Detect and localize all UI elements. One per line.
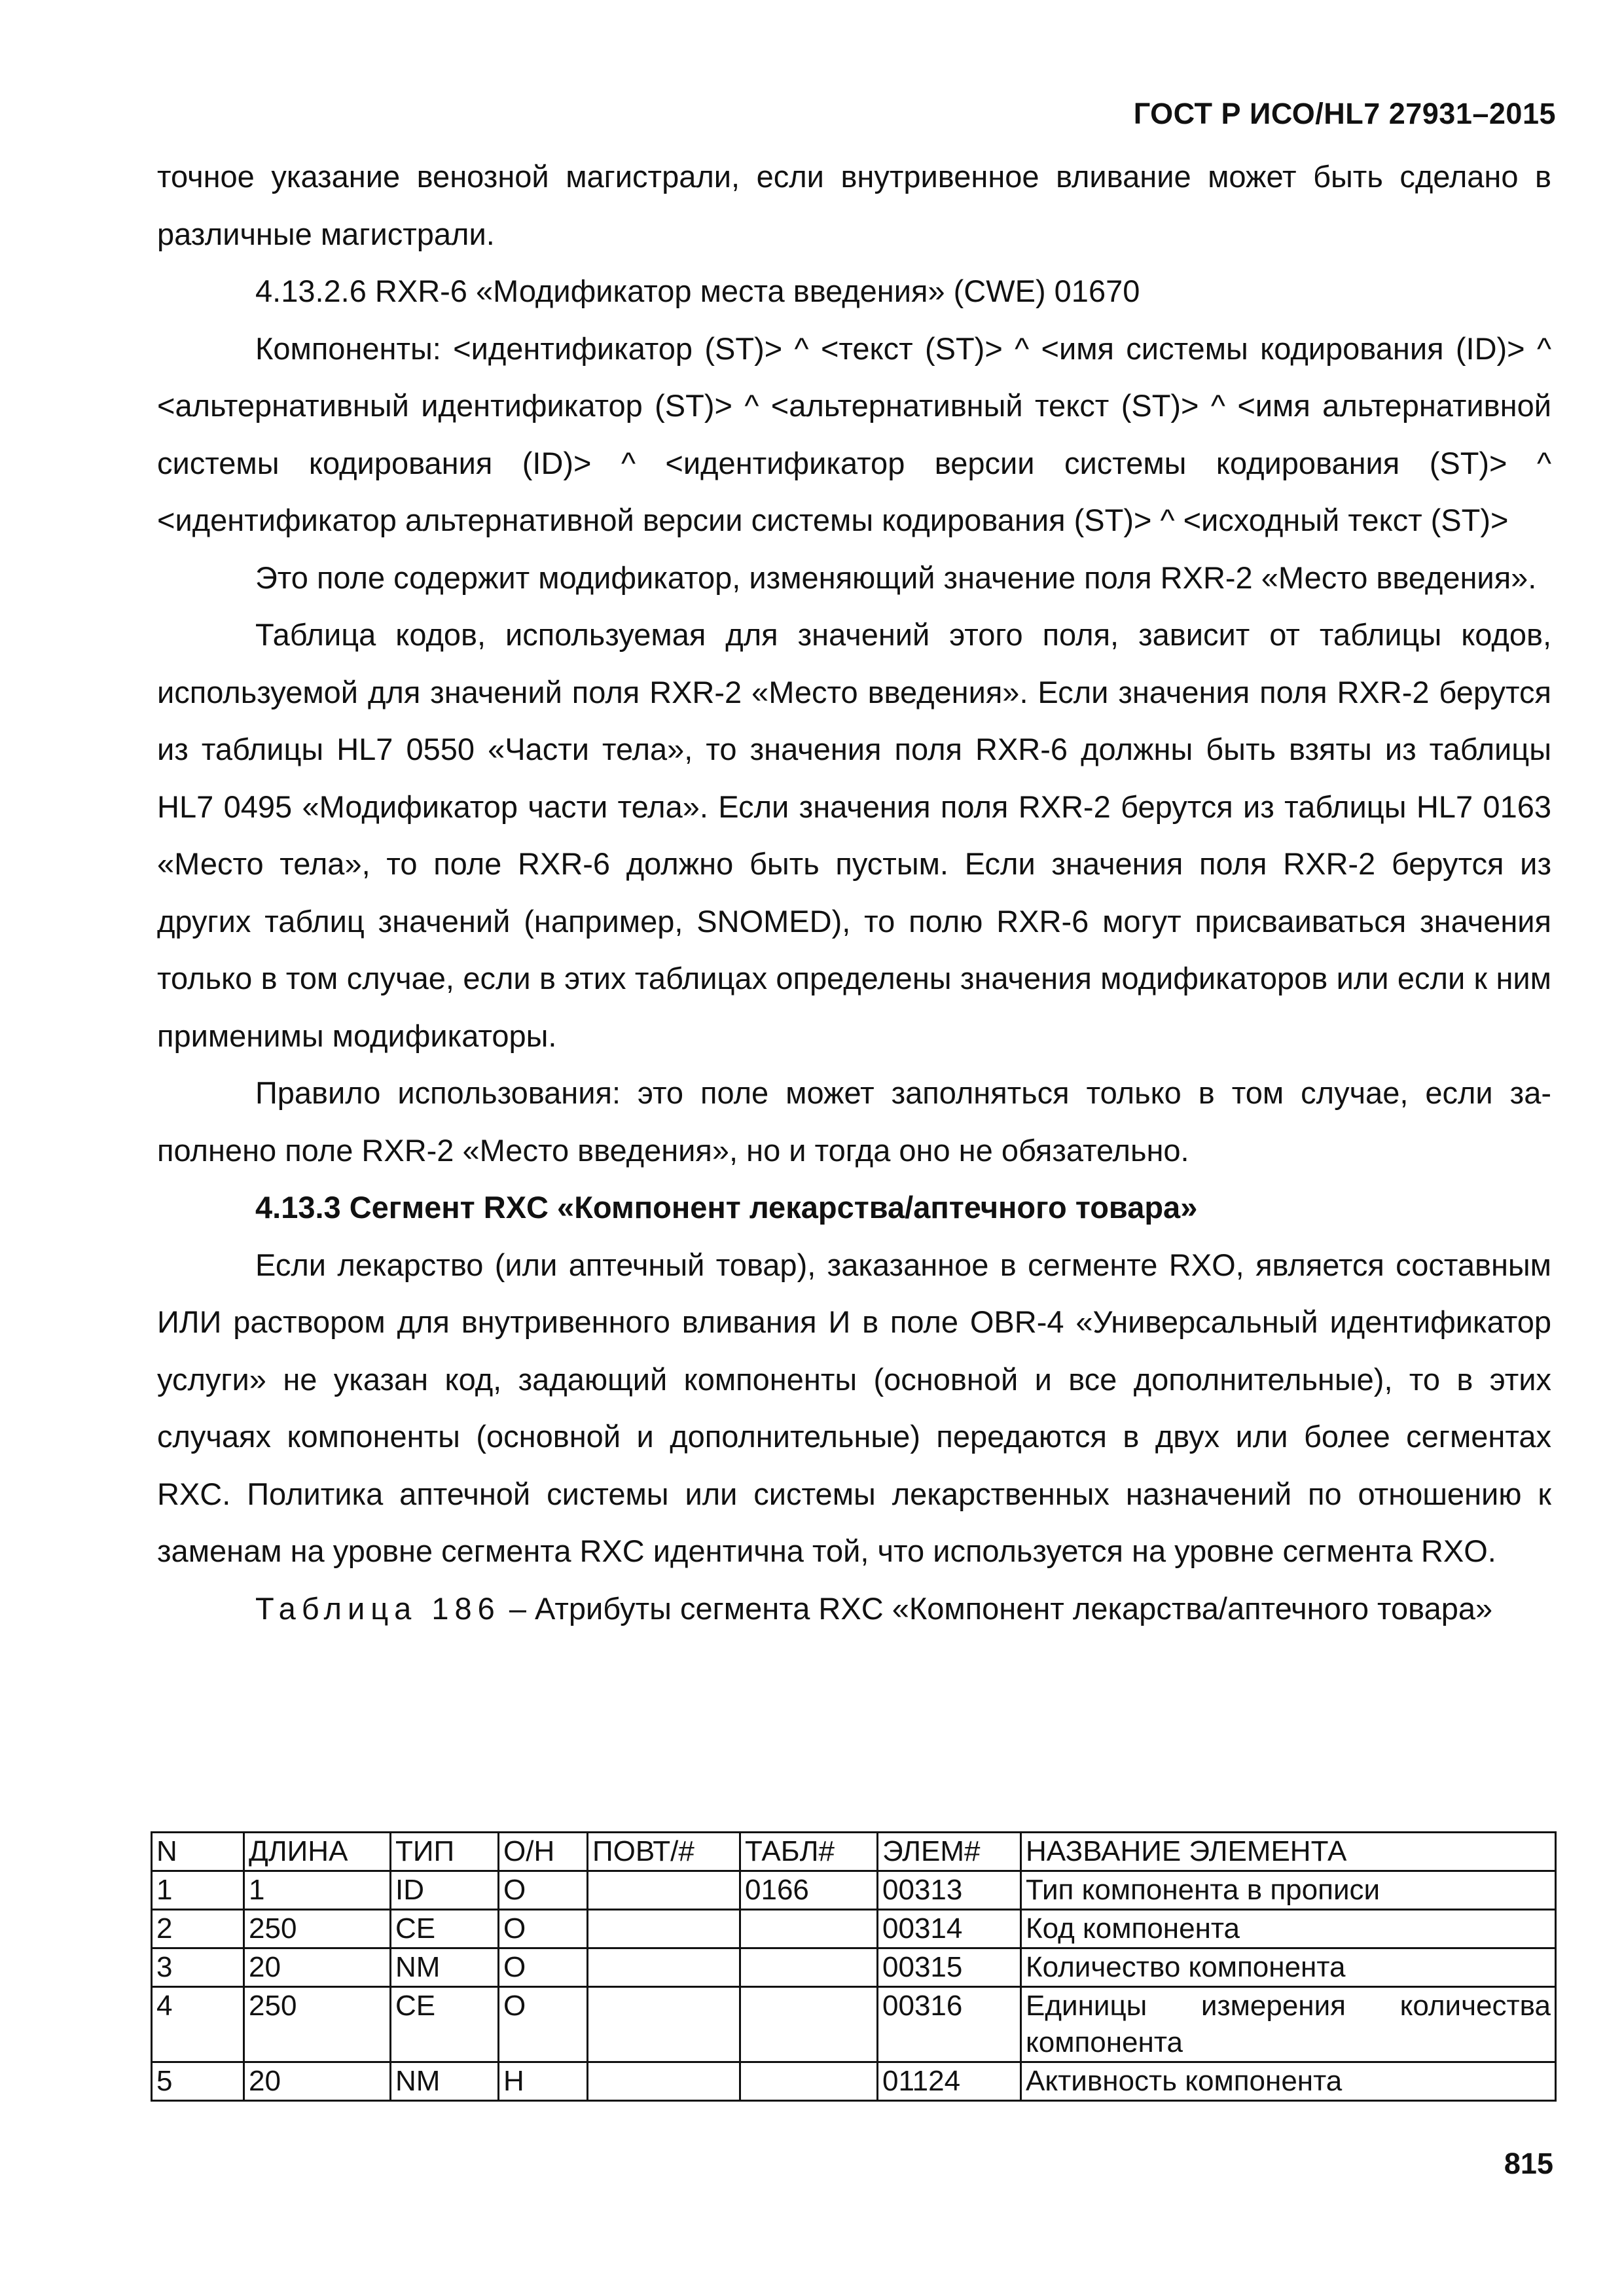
table-cell: О [499,1871,588,1910]
table-header-row [152,1833,1556,1871]
table-cell: 5 [152,2062,244,2101]
table-row [152,2062,1556,2101]
table-cell: 1 [152,1871,244,1910]
table-cell: CE [391,1987,499,2062]
table-cell: Активность компонента [1021,2062,1556,2101]
table-cell: NM [391,1948,499,1987]
body-text [157,148,1551,1637]
column-header: N [152,1833,244,1871]
table-caption-text: Атрибуты сегмента RXC «Компонент лекарства/аптечного товара» [535,1590,1493,1626]
table-row [152,1871,1556,1910]
table-caption-dash: – [509,1590,526,1626]
field-heading-rxr6: 4.13.2.6 RXR-6 «Модификатор места введения» (CWE) 01670 [255,274,1140,308]
table-cell: 3 [152,1948,244,1987]
table-cell: 250 [244,1987,391,2062]
table-caption [157,1580,1551,1638]
table-cell: О [499,1948,588,1987]
table-cell: Количество компонента [1021,1948,1556,1987]
table-caption-label: Таблица 186 [255,1590,501,1626]
table-cell: 00314 [878,1910,1021,1948]
table-cell [740,1948,878,1987]
table-cell: Единицы измерения количества компонента [1021,1987,1556,2062]
column-header: ТАБЛ# [740,1833,878,1871]
table-cell [740,1987,878,2062]
paragraph-components: Компоненты: <идентификатор (ST)> ^ <текст (ST)> ^ <имя системы кодирования (ID)> ^ <альтернативный идентификатор (ST)> ^ <альтернативный текст (ST)> ^ <имя альтернативной системы кодирования (ID)> ^ <идентификатор версии системы кодирования (ST)> ^ <идентификатор альтернативной версии системы кодирования (ST)> ^ <исходный текст (ST)> [157,331,1551,537]
page-number: 815 [1504,2147,1553,2180]
paragraph-continuation: точное указание венозной магистрали, если внутривенное вливание может быть сделано в различные магистрали. [157,159,1551,251]
section-title: 4.13.3 Сегмент RXC «Компонент лекарства/аптечного товара» [255,1190,1198,1225]
column-header: ПОВТ/# [588,1833,740,1871]
table-cell: Тип компонента в прописи [1021,1871,1556,1910]
table-cell [588,1948,740,1987]
column-header: ТИП [391,1833,499,1871]
table-cell [588,1987,740,2062]
table-cell: 00313 [878,1871,1021,1910]
attributes-table [151,1831,1557,2102]
paragraph-section-rxc: Если лекарство (или аптечный товар), заказанное в сегменте RXO, является составным ИЛИ раствором для внутривенного вливания И в поле OBR-4 «Универсальный идентификатор услуги» не указан код, задающий компоненты (основной и все дополнительные), то в этих случаях компоненты (основной и дополнительные) передаются в двух или более сегментах RXC. Политика аптечной системы или системы лекарственных назначений по отношению к заменам на уровне сегмента RXC идентична той, что используется на уровне сегмента RXO. [157,1247,1551,1568]
table-row [152,1987,1556,2062]
table-cell: Код компонента [1021,1910,1556,1948]
table-row [152,1910,1556,1948]
table-cell: 2 [152,1910,244,1948]
table-cell: О [499,1987,588,2062]
table-row [152,1948,1556,1987]
table-cell: 00316 [878,1987,1021,2062]
table-cell: ID [391,1871,499,1910]
column-header: НАЗВАНИЕ ЭЛЕМЕНТА [1021,1833,1556,1871]
table-cell: 0166 [740,1871,878,1910]
paragraph-code-table: Таблица кодов, используемая для значений этого поля, зависит от таблицы кодов, используемой для значений поля RXR-2 «Место введения». Если значения поля RXR-2 берутся из таблицы HL7 0550 «Части тела», то значения поля RXR-6 должны быть взяты из таблицы HL7 0495 «Модификатор части тела». Если значения поля RXR-2 берутся из таблицы HL7 0163 «Место тела», то поле RXR-6 должно быть пустым. Если значения поля RXR-2 берутся из других таблиц значений (например, SNOMED), то полю RXR-6 могут присваиваться значения только в том случае, если в этих таблицах определены значения модификаторов или если к ним применимы модификаторы. [157,617,1551,1053]
table-cell: 250 [244,1910,391,1948]
table-cell [588,2062,740,2101]
column-header: ЭЛЕМ# [878,1833,1021,1871]
paragraph-field-description: Это поле содержит модификатор, изменяющий значение поля RXR-2 «Место введения». [255,560,1537,595]
column-header: ДЛИНА [244,1833,391,1871]
column-header: О/Н [499,1833,588,1871]
table-cell: 00315 [878,1948,1021,1987]
table-cell: 20 [244,1948,391,1987]
table-cell: 4 [152,1987,244,2062]
table-cell [588,1910,740,1948]
table-cell: NM [391,2062,499,2101]
table-cell: О [499,1910,588,1948]
table-cell: CE [391,1910,499,1948]
table-cell [740,1910,878,1948]
table-cell: 20 [244,2062,391,2101]
table-cell [588,1871,740,1910]
table-cell [740,2062,878,2101]
paragraph-usage-rule: Правило использования: это поле может заполняться только в том случае, если заполнено поле RXR-2 «Место введения», но и тогда оно не обязательно. [157,1075,1551,1168]
document-code-header: ГОСТ Р ИСО/HL7 27931–2015 [1133,97,1556,130]
table-cell: 01124 [878,2062,1021,2101]
table-cell: 1 [244,1871,391,1910]
table-cell: Н [499,2062,588,2101]
